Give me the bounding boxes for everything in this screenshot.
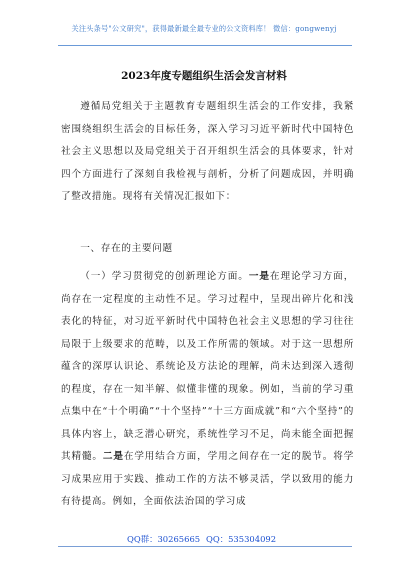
header-promo-text: 关注头条号"公文研究"，获得最新最全最专业的公文资料库！ 微信：gongwenyj	[71, 24, 337, 33]
section-heading: 一、存在的主要问题	[80, 243, 173, 254]
item-one-text-first: 在理论学习方面，尚存在一定程度的主动性不足。学习过程中，呈现出碎片化和浅表化的特征，对习近平新时代中国特色社会主义思想的学习往往局限于上级要求的范畴，以及工作所需的领域。对于这一思想所蕴含的深厚认识论、系统论及方法论的理解，尚未达到深入透彻的程度，存在一知半解、似懂非懂的现象。例如，当前的学习重点集中在“十个明确”“十个坚持”“十三方面成就”和“六个坚持”的具体内容上，缺乏潜心研究，系统性学习不足，尚未能全面把握其精髓。	[61, 271, 354, 462]
footer-qq-group: QQ群：30265665	[127, 534, 201, 544]
intro-paragraph: 遵循局党组关于主题教育专题组织生活会的工作安排，我紧密围绕组织生活会的目标任务，深入学习习近平新时代中国特色社会主义思想以及局党组关于召开组织生活会的具体要求，针对四个方面进行了深刻自我检视与剖析，分析了问题成因，并明确了整改措施。现将有关情况汇报如下：	[61, 101, 354, 202]
document-title: 2023年度专题组织生活会发言材料	[121, 70, 287, 82]
footer-divider	[58, 546, 352, 547]
item-one-prefix: （一）学习贯彻党的创新理论方面。	[80, 271, 249, 282]
item-one-lead-second: 二是	[102, 451, 124, 462]
item-one-text-second: 在学用结合方面，学用之间存在一定的脱节。将学习成果应用于实践、推动工作的方法不够灵活，学以致用的能力有待提高。例如，全面依法治国的学习成	[61, 451, 354, 507]
item-one-lead-first: 一是	[248, 271, 270, 282]
footer-qq-contact: QQ：535304092	[206, 534, 277, 544]
header-divider	[58, 45, 352, 46]
item-one-paragraph	[61, 266, 354, 514]
